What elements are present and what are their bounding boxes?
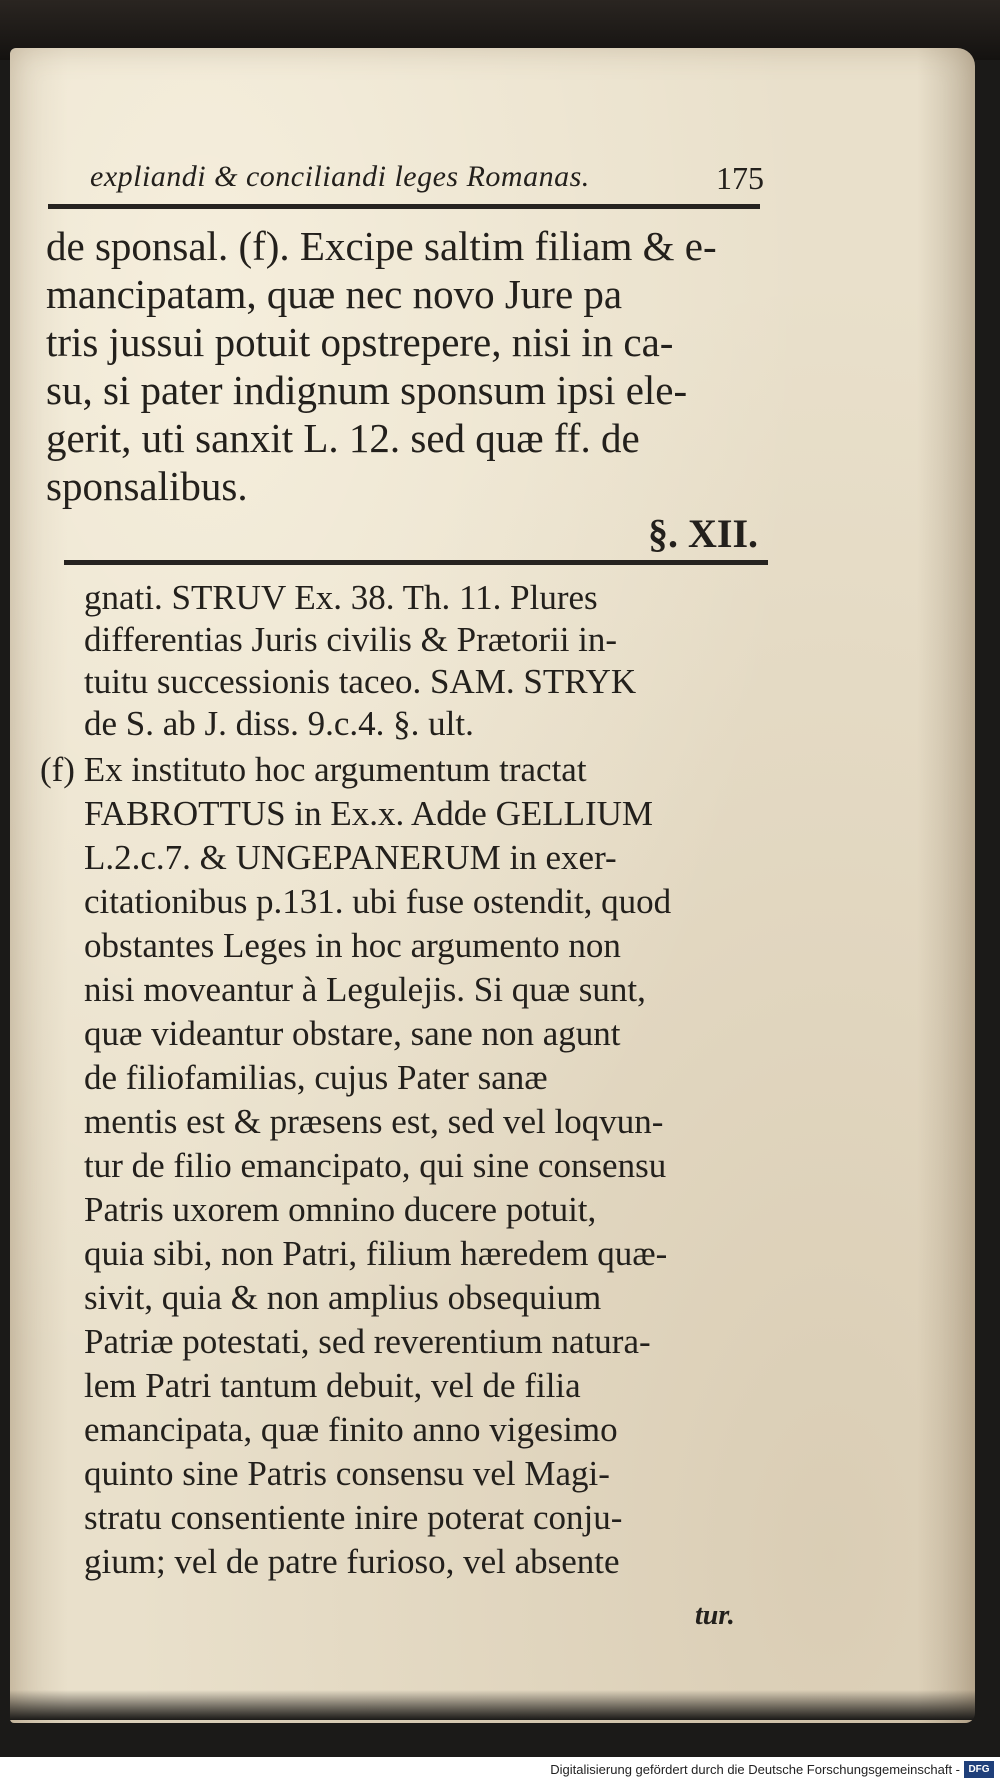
footnote-line: quia sibi, non Patri, filium hæredem quæ- — [84, 1234, 668, 1273]
footnote-line: differentias Juris civilis & Prætorii in- — [84, 620, 618, 659]
footnote-line: gnati. STRUV Ex. 38. Th. 11. Plures — [84, 578, 598, 617]
footnote-line: emancipata, quæ finito anno vigesimo — [84, 1410, 618, 1449]
footnote-line: de S. ab J. diss. 9.c.4. §. ult. — [84, 704, 474, 743]
footnote-line: nisi moveantur à Legulejis. Si quæ sunt, — [84, 970, 646, 1009]
page-edge-shadow — [0, 1690, 1000, 1720]
footnote-line: obstantes Leges in hoc argumento non — [84, 926, 621, 965]
footnote-line: gium; vel de patre furioso, vel absente — [84, 1542, 620, 1581]
footnote-line: sivit, quia & non amplius obsequium — [84, 1278, 602, 1317]
footnote-line: tur de filio emancipato, qui sine consensu — [84, 1146, 667, 1185]
footnote-line: Patris uxorem omnino ducere potuit, — [84, 1190, 597, 1229]
dfg-logo: DFG — [964, 1761, 994, 1778]
running-head: expliandi & conciliandi leges Romanas. — [90, 160, 590, 193]
footnote-line: tuitu successionis taceo. SAM. STRYK — [84, 662, 637, 701]
body-line: su, si pater indignum sponsum ipsi ele- — [46, 367, 688, 413]
digitization-footer — [0, 1757, 1000, 1784]
body-line: de sponsal. (f). Excipe saltim filiam & e- — [46, 223, 717, 269]
footnote-line: quæ videantur obstare, sane non agunt — [84, 1014, 621, 1053]
body-line: tris jussui potuit opstrepere, nisi in ca- — [46, 319, 674, 365]
footnote-line: citationibus p.131. ubi fuse ostendit, quod — [84, 882, 672, 921]
footnote-line: Patriæ potestati, sed reverentium natura- — [84, 1322, 651, 1361]
footnote-line: FABROTTUS in Ex.x. Adde GELLIUM — [84, 794, 654, 833]
footnote-line: quinto sine Patris consensu vel Magi- — [84, 1454, 610, 1493]
footnote-line: de filiofamilias, cujus Pater sanæ — [84, 1058, 548, 1097]
footnote-line: L.2.c.7. & UNGEPANERUM in exer- — [84, 838, 617, 877]
footnote-rule — [64, 560, 768, 565]
footer-credit: Digitalisierung gefördert durch die Deutsche Forschungsgemeinschaft - — [550, 1762, 960, 1777]
body-line: gerit, uti sanxit L. 12. sed quæ ff. de — [46, 415, 640, 461]
footnote-line: (f) Ex instituto hoc argumentum tractat — [40, 750, 587, 789]
page-number: 175 — [716, 160, 764, 196]
footnote-line: mentis est & præsens est, sed vel loqvun- — [84, 1102, 664, 1141]
catchword: tur. — [695, 1600, 735, 1631]
body-line: mancipatam, quæ nec novo Jure pa — [46, 271, 623, 317]
section-mark: §. XII. — [648, 511, 759, 556]
footnote-line: lem Patri tantum debuit, vel de filia — [84, 1366, 581, 1405]
header-rule — [48, 204, 760, 209]
body-line: sponsalibus. — [46, 463, 248, 509]
footnote-line: stratu consentiente inire poterat conju- — [84, 1498, 623, 1537]
